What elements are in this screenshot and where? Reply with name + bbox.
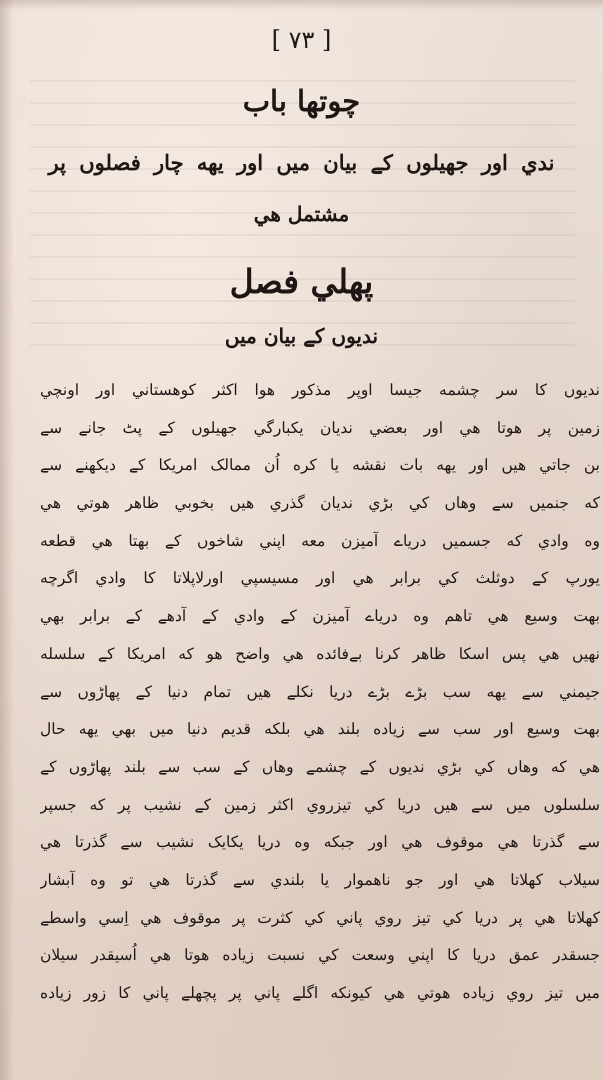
body-line: وه وادي که جسميں درياے آميزن معه اپني شاخوں کے بهتا هي قطعه	[40, 531, 600, 550]
body-line: هي که وهاں کي بڑي نديوں کے چشمے وهاں کے سب سے بلند پهاڑوں کے	[40, 757, 600, 776]
body-line: زمين پر هوتا هي اور بعضي نديان يکبارگي جهيلوں کے پٹ جانے سے	[40, 418, 600, 437]
section-subtitle: نديوں کے بيان ميں	[224, 324, 379, 348]
page-number: [ ۷۳ ]	[271, 26, 332, 54]
body-line: ميں تيز روي زياده هوتي هي کيونکه اگلے پاني پر پچهلے پاني کا زور زياده	[40, 984, 600, 1002]
page-top-shadow	[0, 0, 603, 10]
section-title: پهلي فصل	[229, 262, 374, 301]
chapter-subtitle-line-2: مشتمل هي	[253, 202, 350, 226]
body-line: کهلاتا هي پر دريا کي تيز روي پاني کي کثرت پر موقوف هي اِسي واسطے	[40, 908, 600, 927]
body-text	[40, 372, 600, 1013]
body-line: جيمني سے يهه سب بڑے بڑے دريا نکلے هيں تمام دنيا کے پهاڑوں سے	[40, 682, 600, 701]
body-line: بهت وسيع هي تاهم وه درياے آميزن کے وادي کے آدهے کے برابر بهي	[40, 607, 600, 626]
body-line: سلسلوں ميں سے هيں دريا کي تيزروي اکثر زمين کے نشيب پر که جسپر	[40, 795, 600, 814]
page-left-shadow	[0, 0, 14, 1080]
chapter-title: چوتھا باب	[242, 84, 361, 118]
body-line: نهيں هي پس اسکا ظاهر کرنا بےفائده هي واضح هو که امريکا کے سلسله	[40, 644, 600, 663]
body-line: سيلاب کهلاتا هي اور جو ناهموار يا بلندي سے گذرتا هي تو وه آبشار	[40, 870, 600, 889]
body-line: بن جاتي هيں اور يهه بات نقشه يا کره اُن ممالک امريکا کے ديکهنے سے	[40, 456, 600, 475]
body-line: نديوں کا سر چشمه جيسا اوپر مذکور هوا اکثر کوهستاني اور اونچي	[40, 381, 600, 399]
body-line: که جنميں سے وهاں کي بڑي نديان گذري هيں بخوبي ظاهر هوتي هي	[40, 494, 600, 513]
body-line: سے گذرتا هي موقوف هي اور جبکه وه دريا يکايک نشيب سے گذرتا هي	[40, 833, 600, 852]
body-line: جسقدر عمق دريا کا اپني وسعت کي نسبت زياده هوتا هي اُسيقدر سيلان	[40, 946, 600, 965]
body-line: يورپ کے دوثلث کي برابر هي اور مسيسپي اورلاپلاتا کا وادي اگرچه	[40, 569, 600, 588]
body-line: بهت وسيع اور سب سے زياده بلند هي بلکه قديم دنيا ميں بهي يهه حال	[40, 720, 600, 739]
chapter-subtitle-line-1: ندي اور جھيلوں کے بيان ميں اور يهه چار فصلوں پر	[48, 150, 555, 175]
